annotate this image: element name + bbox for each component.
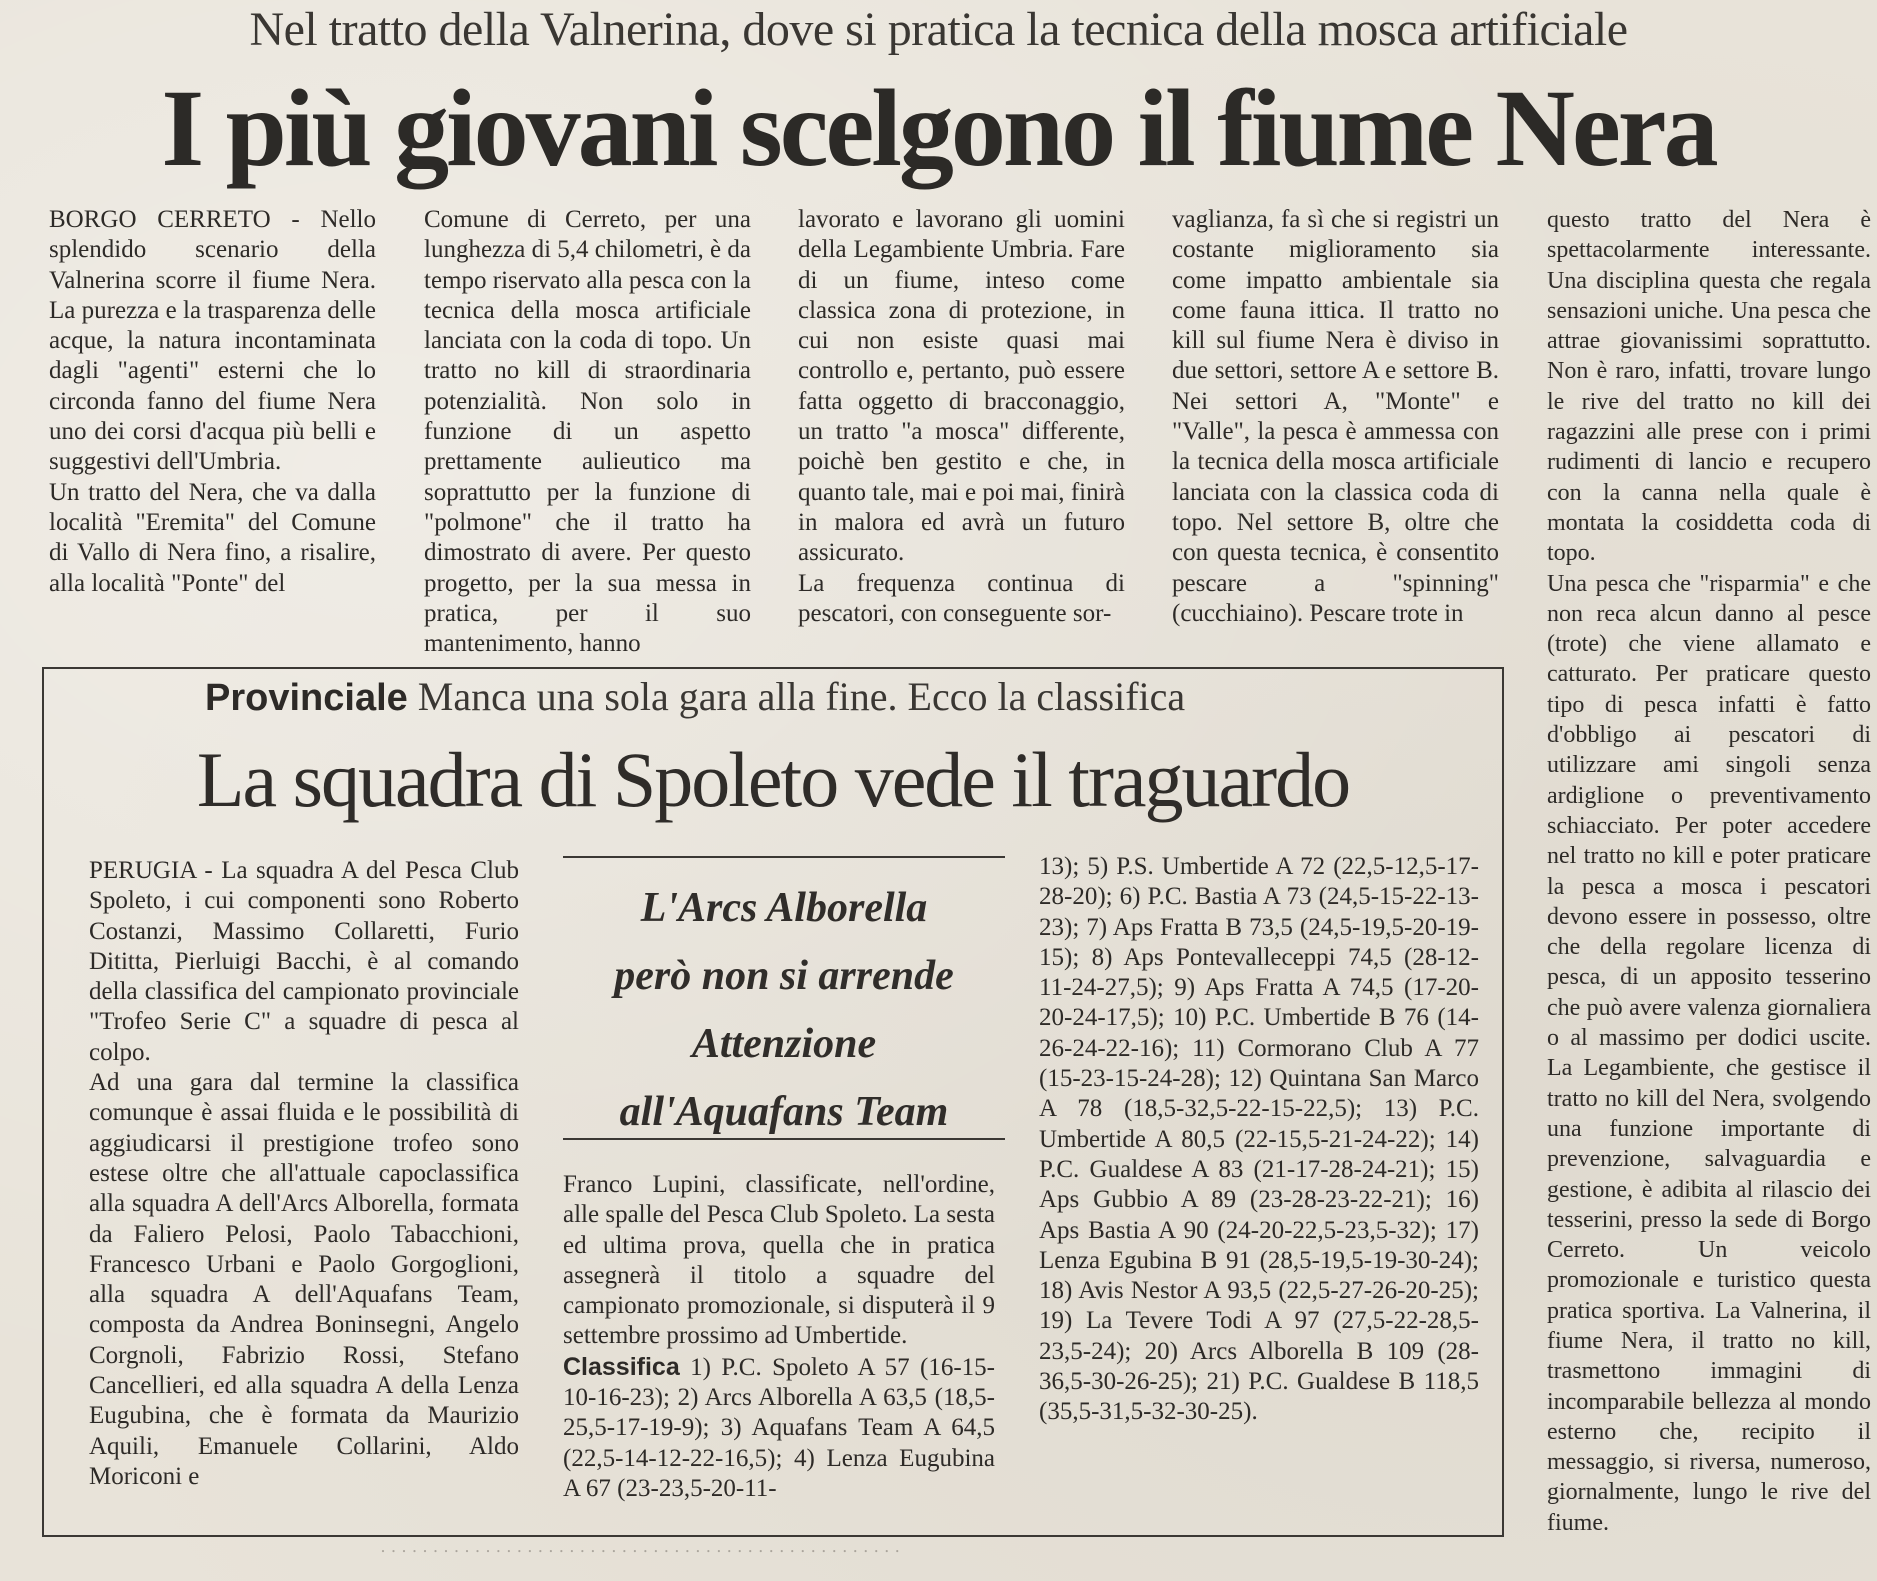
classifica-text: 1) P.C. Spoleto A 57 (16-15-10-16-23); 2) Arcs Alborella A 63,5 (18,5-25,5-17-19-9); 3) Aquafans Team A 64,5 (22,5-14-12-22-16,5); 4) Lenza Eugubina A 67 (23-23,5-20-11- — [563, 1353, 995, 1502]
pull-quote-line: L'Arcs Alborella — [640, 885, 928, 931]
sport-column-1 — [89, 856, 519, 1492]
paragraph: vaglianza, fa sì che si registri un costante miglioramento sia come impatto ambientale sia come fauna ittica. Il tratto no kill sul fiume Nera è diviso in due settori, settore A e settore B. Nei settori A, "Monte" e "Valle", la pesca è ammessa con la tecnica della mosca artificiale lanciata con la classica coda di topo. Nel settore B, oltre che con questa tecnica, è consentito pescare a "spinning" (cucchiaino). Pescare trote in — [1172, 206, 1499, 627]
pull-quote-line: Attenzione — [691, 1021, 877, 1067]
paragraph: Franco Lupini, classificate, nell'ordine, alle spalle del Pesca Club Spoleto. La sesta ed ultima prova, quella che in pratica assegnerà il titolo a squadre del campionato promozionale, si disputerà il 9 settembre prossimo ad Umbertide. — [563, 1171, 995, 1350]
bleed-through-text: · · · · · · · · · · · · · · · · · · · · · · · · · · · · · · · · · · · · · · · · · · · · · · · · · · — [380, 1541, 901, 1561]
section-label: Provinciale — [205, 677, 408, 719]
paragraph: questo tratto del Nera è spettacolarmente interessante. Una disciplina questa che regala sensazioni uniche. Una pesca che attrae giovanissimi soprattutto. Non è raro, infatti, trovare lungo le rive del tratto no kill dei ragazzini alle prese con i primi rudimenti di lancio e recupero con la canna nella quale è montata la cosiddetta coda di topo. — [1547, 207, 1871, 567]
sport-kicker-text: Manca una sola gara alla fine. Ecco la classifica — [417, 674, 1186, 719]
paragraph: Una pesca che "risparmia" e che non reca alcun danno al pesce (trote) che viene allamato e catturato. Per praticare questo tipo di pesca infatti è fatto d'obbligo ai pescatori di utilizzare ami singoli senza ardiglione o preventivamento schiacciato. Per poter accedere nel tratto no kill e poter praticare la pesca a mosca i pescatori devono essere in possesso, oltre che della regolare licenza di pesca, di un apposito tesserino che può avere valenza giornaliera o al massimo per dodici uscite. La Legambiente, che gestisce il tratto no kill del Nera, svolgendo una funzione importante di prevenzione, salvaguardia e gestione, è adibita al rilascio dei tesserini, presso la sede di Borgo Cerreto. Un veicolo promozionale e turistico questa pratica sportiva. La Valnerina, il fiume Nera, il tratto no kill, trasmettono immagini di incomparabile bellezza al mondo esterno che, recipito il messaggio, si riversa, numeroso, giornalmente, lungo le rive del fiume. — [1547, 570, 1871, 1536]
sport-kicker — [205, 672, 1405, 723]
pull-quote-line: all'Aquafans Team — [619, 1089, 949, 1135]
pull-quote-line: però non si arrende — [614, 953, 954, 999]
paragraph: Un tratto del Nera, che va dalla località "Eremita" del Comune di Vallo di Nera fino, a risalire, alla località "Ponte" del — [49, 478, 376, 597]
paragraph: lavorato e lavorano gli uomini della Legambiente Umbria. Fare di un fiume, inteso come classica zona di protezione, in cui non esiste quasi mai controllo e, pertanto, può essere fatta oggetto di bracconaggio, un tratto "a mosca" differente, poichè ben gestito e che, in quanto tale, mai e poi mai, finirà in malora ed avrà un futuro assicurato. — [798, 206, 1125, 567]
article-column-4 — [1172, 205, 1499, 629]
paragraph: PERUGIA - La squadra A del Pesca Club Spoleto, i cui componenti sono Roberto Costanzi, Massimo Collaretti, Furio Ditittа, Pierluigi Bacchi, è al comando della classifica del campionato provinciale "Trofeo Serie C" a squadre di pesca al colpo. — [89, 857, 519, 1066]
article-column-5 — [1547, 205, 1871, 1538]
article-column-3 — [798, 205, 1125, 629]
paragraph: La frequenza continua di pescatori, con conseguente sor- — [798, 569, 1125, 627]
classifica-label: Classifica — [563, 1352, 680, 1381]
sport-headline: La squadra di Spoleto vede il traguardo — [196, 736, 1350, 823]
pull-quote — [563, 856, 1005, 1140]
sport-column-2 — [563, 1170, 995, 1504]
article-column-1 — [49, 205, 376, 599]
paragraph: Comune di Cerreto, per una lunghezza di 5,4 chilometri, è da tempo riservato alla pesca con la tecnica della mosca artificiale lanciata con la coda di topo. Un tratto no kill di straordinaria potenzialità. Non solo in funzione di un aspetto prettamente aulieutico ma soprattutto per la funzione di "polmone" che il tratto ha dimostrato di avere. Per questo progetto, per la sua messa in pratica, per il suo mantenimento, hanno — [424, 206, 751, 658]
article-headline: I più giovani scelgono il fiume Nera — [161, 67, 1716, 189]
paragraph: BORGO CERRETO - Nello splendido scenario della Valnerina scorre il fiume Nera. La purezza e la trasparenza delle acque, la natura incontaminata dagli "agenti" esterni che lo circonda fanno del fiume Nera uno dei corsi d'acqua più belli e suggestivi dell'Umbria. — [49, 206, 376, 476]
classifica-paragraph — [563, 1352, 995, 1504]
paragraph: Ad una gara dal termine la classifica comunque è assai fluida e le possibilità di aggiudicarsi il prestigione trofeo sono estese oltre che all'attuale capoclassifica alla squadra A dell'Arcs Alborella, formata da Faliero Pelosi, Paolo Tabacchioni, Francesco Urbani e Paolo Gorgoglioni, alla squadra A dell'Aquafans Team, composta da Andrea Boninsegni, Angelo Corgnoli, Fabrizio Rossi, Stefano Cancellieri, ed alla squadra A della Lenza Eugubina, che è formata da Maurizio Aquili, Emanuele Collarini, Aldo Moriconi e — [89, 1069, 519, 1490]
article-kicker: Nel tratto della Valnerina, dove si pratica la tecnica della mosca artificiale — [249, 3, 1628, 56]
article-column-2 — [424, 205, 751, 659]
sport-column-3 — [1039, 852, 1479, 1428]
paragraph: 13); 5) P.S. Umbertide A 72 (22,5-12,5-17-28-20); 6) P.C. Bastia A 73 (24,5-15-22-13-23); 7) Aps Fratta B 73,5 (24,5-19,5-20-19-15); 8) Aps Pontevalleceppi 74,5 (28-12-11-24-27,5); 9) Aps Fratta A 74,5 (17-20-20-24-17,5); 10) P.C. Umbertide B 76 (14-26-24-22-16); 11) Cormorano Club A 77 (15-23-15-24-28); 12) Quintana San Marco A 78 (18,5-32,5-22-15-22,5); 13) P.C. Umbertide A 80,5 (22-15,5-21-24-22); 14) P.C. Gualdese A 83 (21-17-28-24-21); 15) Aps Gubbio A 89 (23-28-23-22-21); 16) Aps Bastia A 90 (24-20-22,5-23,5-32); 17) Lenza Egubina B 91 (28,5-19,5-19-30-24); 18) Avis Nestor A 93,5 (22,5-27-26-20-25); 19) La Tevere Todi A 97 (27,5-22-28,5-23,5-24); 20) Arcs Alborella B 109 (28-36,5-30-26-25); 21) P.C. Gualdese B 118,5 (35,5-31,5-32-30-25). — [1039, 853, 1479, 1426]
